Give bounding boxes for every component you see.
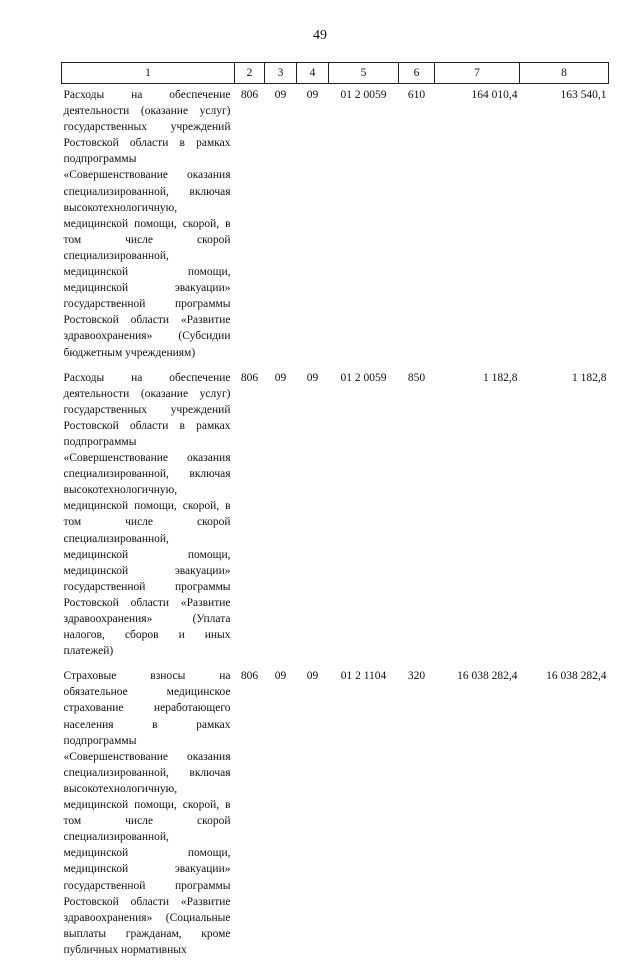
amount-year-2: 163 540,1 <box>560 89 607 101</box>
ministry-code: 806 <box>240 89 259 101</box>
ministry-code: 806 <box>240 670 259 683</box>
amount-year-2: 1 182,8 <box>572 371 607 384</box>
row-description: Расходы на обеспечение деятельности (оказание услуг) государственных учреждений Ростовской области в рамках подпрограммы «Совершенствование оказания специализированной, включая высокотехнологичную, медицинской помощи, скорой, в том числе скорой специализированной, медицинской помощи, медицинской эвакуации» государственной программы Ростовской области «Развитие здравоохранения» (Уплата налогов, сборов и иных платежей) <box>63 371 231 658</box>
subsection-code: 09 <box>306 371 319 384</box>
col-header-1: 1 <box>62 63 235 84</box>
row-description: Расходы на обеспечение деятельности (оказание услуг) государственных учреждений Ростовской области в рамках подпрограммы «Совершенствование оказания специализированной, включая высокотехнологичную, медицинской помощи, скорой, в том числе скорой специализированной, медицинской помощи, медицинской эвакуации» государственной программы Ростовской области «Развитие здравоохранения» (Субсидии бюджетным учреждениям) <box>63 89 231 359</box>
amount-year-1: 164 010,4 <box>471 89 518 101</box>
row-description: Страховые взносы на обязательное медицинское страхование неработающего населения в рамках подпрограммы «Совершенствование оказания специализированной, включая высокотехнологичную, медицинской помощи, скорой, в том числе скорой специализированной, медицинской помощи, медицинской эвакуации» государственной программы Ростовской области «Развитие здравоохранения» (Социальные выплаты гражданам, кроме публичных нормативных <box>63 670 231 956</box>
expense-type-code: 610 <box>407 89 426 101</box>
table-row <box>62 665 609 964</box>
section-code: 09 <box>274 670 287 683</box>
subsection-code: 09 <box>306 670 319 683</box>
page-number: 49 <box>313 28 327 43</box>
col-header-2: 2 <box>235 63 265 84</box>
expense-type-code: 850 <box>407 371 426 384</box>
target-article-code: 01 2 0059 <box>340 89 387 101</box>
amount-year-1: 16 038 282,4 <box>457 670 518 683</box>
col-header-5: 5 <box>329 63 399 84</box>
col-header-7: 7 <box>435 63 520 84</box>
section-code: 09 <box>274 371 287 384</box>
section-code: 09 <box>274 89 287 101</box>
col-header-6: 6 <box>399 63 435 84</box>
expense-type-code: 320 <box>407 670 426 683</box>
table-row <box>62 84 609 367</box>
table-row <box>62 367 609 666</box>
budget-table <box>61 62 609 964</box>
amount-year-1: 1 182,8 <box>483 371 518 384</box>
col-header-8: 8 <box>520 63 609 84</box>
amount-year-2: 16 038 282,4 <box>546 670 607 683</box>
ministry-code: 806 <box>240 371 259 384</box>
col-header-3: 3 <box>265 63 297 84</box>
subsection-code: 09 <box>306 89 319 101</box>
col-header-4: 4 <box>297 63 329 84</box>
header-row <box>62 63 609 84</box>
target-article-code: 01 2 0059 <box>340 371 387 384</box>
target-article-code: 01 2 1104 <box>340 670 387 683</box>
